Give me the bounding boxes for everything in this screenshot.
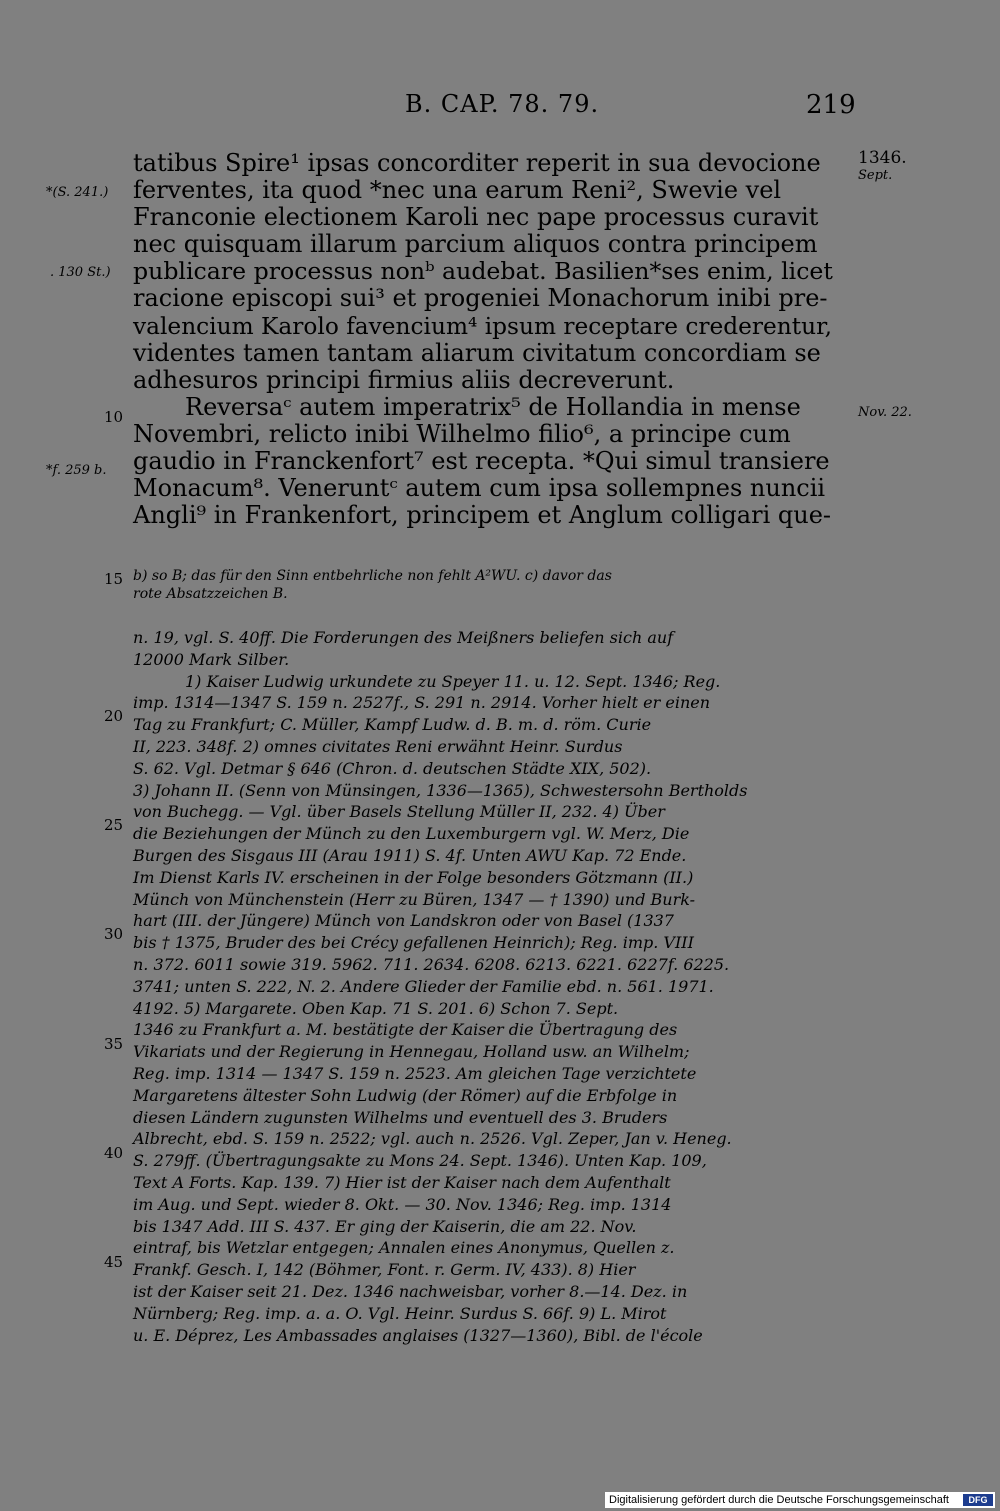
footnote-line: von Buchegg. — Vgl. über Basels Stellung Müller II, 232. 4) Über: [133, 802, 665, 822]
line-number: 25: [104, 816, 124, 834]
footnote-line: Margaretens ältester Sohn Ludwig (der Römer) auf die Erbfolge in: [133, 1085, 678, 1105]
footnote-line: 4192. 5) Margarete. Oben Kap. 71 S. 201. 6) Schon 7. Sept.: [133, 998, 619, 1018]
footnote-line: Im Dienst Karls IV. erscheinen in der Folge besonders Götzmann (II.): [133, 867, 694, 887]
footnote-line: S. 62. Vgl. Detmar § 646 (Chron. d. deutschen Städte XIX, 502).: [133, 758, 652, 778]
footnote-line: die Beziehungen der Münch zu den Luxemburgern vgl. W. Merz, Die: [133, 824, 690, 844]
footnote-line: Tag zu Frankfurt; C. Müller, Kampf Ludw. d. B. m. d. röm. Curie: [133, 715, 652, 735]
footnote-line: bis 1347 Add. III S. 437. Er ging der Kaiserin, die am 22. Nov.: [133, 1216, 637, 1236]
main-line: gaudio in Franckenfort⁷ est recepta. *Qui simul transiere: [133, 447, 830, 476]
main-line: videntes tamen tantam aliarum civitatum concordiam se: [133, 338, 821, 367]
footnotes: [133, 627, 840, 1346]
dfg-credit-bar: [605, 1492, 995, 1508]
main-line: racione episcopi sui³ et progeniei Monachorum inibi pre-: [133, 284, 828, 313]
footnote-line: imp. 1314—1347 S. 159 n. 2527f., S. 291 n. 2914. Vorher hielt er einen: [133, 693, 711, 713]
main-line: valencium Karolo favencium⁴ ipsum receptare crederentur,: [133, 312, 833, 340]
footnote-line: 3) Johann II. (Senn von Münsingen, 1336—1365), Schwestersohn Bertholds: [133, 780, 748, 800]
footnote-line: im Aug. und Sept. wieder 8. Okt. — 30. Nov. 1346; Reg. imp. 1314: [133, 1194, 672, 1214]
apparatus: [133, 567, 840, 603]
margin-folio-259b: *f. 259 b.: [46, 463, 107, 478]
footnote-line: II, 223. 348f. 2) omnes civitates Reni erwähnt Heinr. Surdus: [133, 736, 623, 756]
line-number: 20: [104, 707, 124, 725]
line-number: 15: [104, 570, 124, 588]
footnote-line: Frankf. Gesch. I, 142 (Böhmer, Font. r. Germ. IV, 433). 8) Hier: [133, 1260, 636, 1280]
main-line: ferventes, ita quod *nec una earum Reni², Swevie vel: [133, 176, 782, 205]
footnote-line: Nürnberg; Reg. imp. a. a. O. Vgl. Heinr. Surdus S. 66f. 9) L. Mirot: [133, 1303, 667, 1323]
margin-year: 1346.: [858, 148, 907, 168]
running-head: B. CAP. 78. 79.: [405, 90, 600, 118]
line-number: 45: [104, 1253, 124, 1271]
main-line: Reversaᶜ autem imperatrix⁵ de Hollandia in mense: [185, 392, 801, 421]
footnote-line: 1346 zu Frankfurt a. M. bestätigte der Kaiser die Übertragung des: [133, 1020, 678, 1040]
footnote-line: diesen Ländern zugunsten Wilhelms und eventuell des 3. Bruders: [133, 1107, 668, 1127]
main-line: publicare processus nonᵇ audebat. Basilien*ses enim, licet: [133, 257, 833, 286]
main-line: Angli⁹ in Frankenfort, principem et Anglum colligari que-: [133, 501, 832, 530]
footnote-line: u. E. Déprez, Les Ambassades anglaises (1327—1360), Bibl. de l'école: [133, 1325, 703, 1345]
footnote-line: Burgen des Sisgaus III (Arau 1911) S. 4f. Unten AWU Kap. 72 Ende.: [133, 845, 687, 865]
dfg-credit-text: Digitalisierung gefördert durch die Deutsche Forschungsgemeinschaft: [609, 1494, 949, 1506]
footnote-line: n. 372. 6011 sowie 319. 5962. 711. 2634. 6208. 6213. 6221. 6227f. 6225.: [133, 954, 730, 974]
footnote-line: Münch von Münchenstein (Herr zu Büren, 1347 — † 1390) und Burk-: [133, 889, 696, 909]
footnote-line: Albrecht, ebd. S. 159 n. 2522; vgl. auch n. 2526. Vgl. Zeper, Jan v. Heneg.: [133, 1129, 732, 1149]
line-number: 30: [104, 925, 124, 943]
page-header: [0, 90, 1000, 130]
footnote-line: hart (III. der Jüngere) Münch von Landskron oder von Basel (1337: [133, 911, 674, 931]
main-line: Franconie electionem Karoli nec pape processus curavit: [133, 203, 819, 232]
footnote-line: n. 19, vgl. S. 40ff. Die Forderungen des Meißners beliefen sich auf: [133, 628, 674, 647]
footnote-line: bis † 1375, Bruder des bei Crécy gefallenen Heinrich); Reg. imp. VIII: [133, 933, 694, 953]
main-line: tatibus Spire¹ ipsas concorditer reperit in sua devocione: [133, 149, 821, 177]
footnote-line: 3741; unten S. 222, N. 2. Andere Glieder der Familie ebd. n. 561. 1971.: [133, 976, 714, 996]
line-number: 10: [104, 408, 124, 426]
footnote-line: 1) Kaiser Ludwig urkundete zu Speyer 11. u. 12. Sept. 1346; Reg.: [185, 671, 721, 691]
line-number: 35: [104, 1035, 124, 1053]
main-line: nec quisquam illarum parcium aliquos contra principem: [133, 230, 818, 259]
margin-folio-ref: . 130 St.): [50, 265, 111, 280]
main-line: Monacum⁸. Veneruntᶜ autem cum ipsa sollempnes nuncii: [133, 474, 826, 503]
apparatus-line: rote Absatzzeichen B.: [133, 586, 288, 602]
main-line: Novembri, relicto inibi Wilhelmo filio⁶, a principe cum: [133, 419, 791, 448]
footnote-line: eintraf, bis Wetzlar entgegen; Annalen eines Anonymus, Quellen z.: [133, 1238, 675, 1258]
dfg-logo: DFG: [963, 1494, 993, 1506]
page-number: 219: [806, 90, 856, 120]
main-text: [133, 150, 840, 529]
footnote-line: Reg. imp. 1314 — 1347 S. 159 n. 2523. Am gleichen Tage verzichtete: [133, 1063, 697, 1083]
footnote-line: Text A Forts. Kap. 139. 7) Hier ist der Kaiser nach dem Aufenthalt: [133, 1172, 671, 1192]
footnote-line: ist der Kaiser seit 21. Dez. 1346 nachweisbar, vorher 8.—14. Dez. in: [133, 1281, 688, 1301]
main-line: adhesuros principi firmius aliis decreverunt.: [133, 365, 675, 394]
margin-date-nov22: Nov. 22.: [858, 405, 912, 420]
footnote-line: 12000 Mark Silber.: [133, 649, 290, 669]
line-number: 40: [104, 1144, 124, 1162]
footnote-line: Vikariats und der Regierung in Hennegau, Holland usw. an Wilhelm;: [133, 1042, 690, 1062]
margin-page-ref: *(S. 241.): [46, 185, 109, 200]
apparatus-line: b) so B; das für den Sinn entbehrliche non fehlt A²WU. c) davor das: [133, 568, 612, 584]
footnote-line: S. 279ff. (Übertragungsakte zu Mons 24. Sept. 1346). Unten Kap. 109,: [133, 1151, 707, 1171]
margin-month: Sept.: [858, 168, 893, 183]
